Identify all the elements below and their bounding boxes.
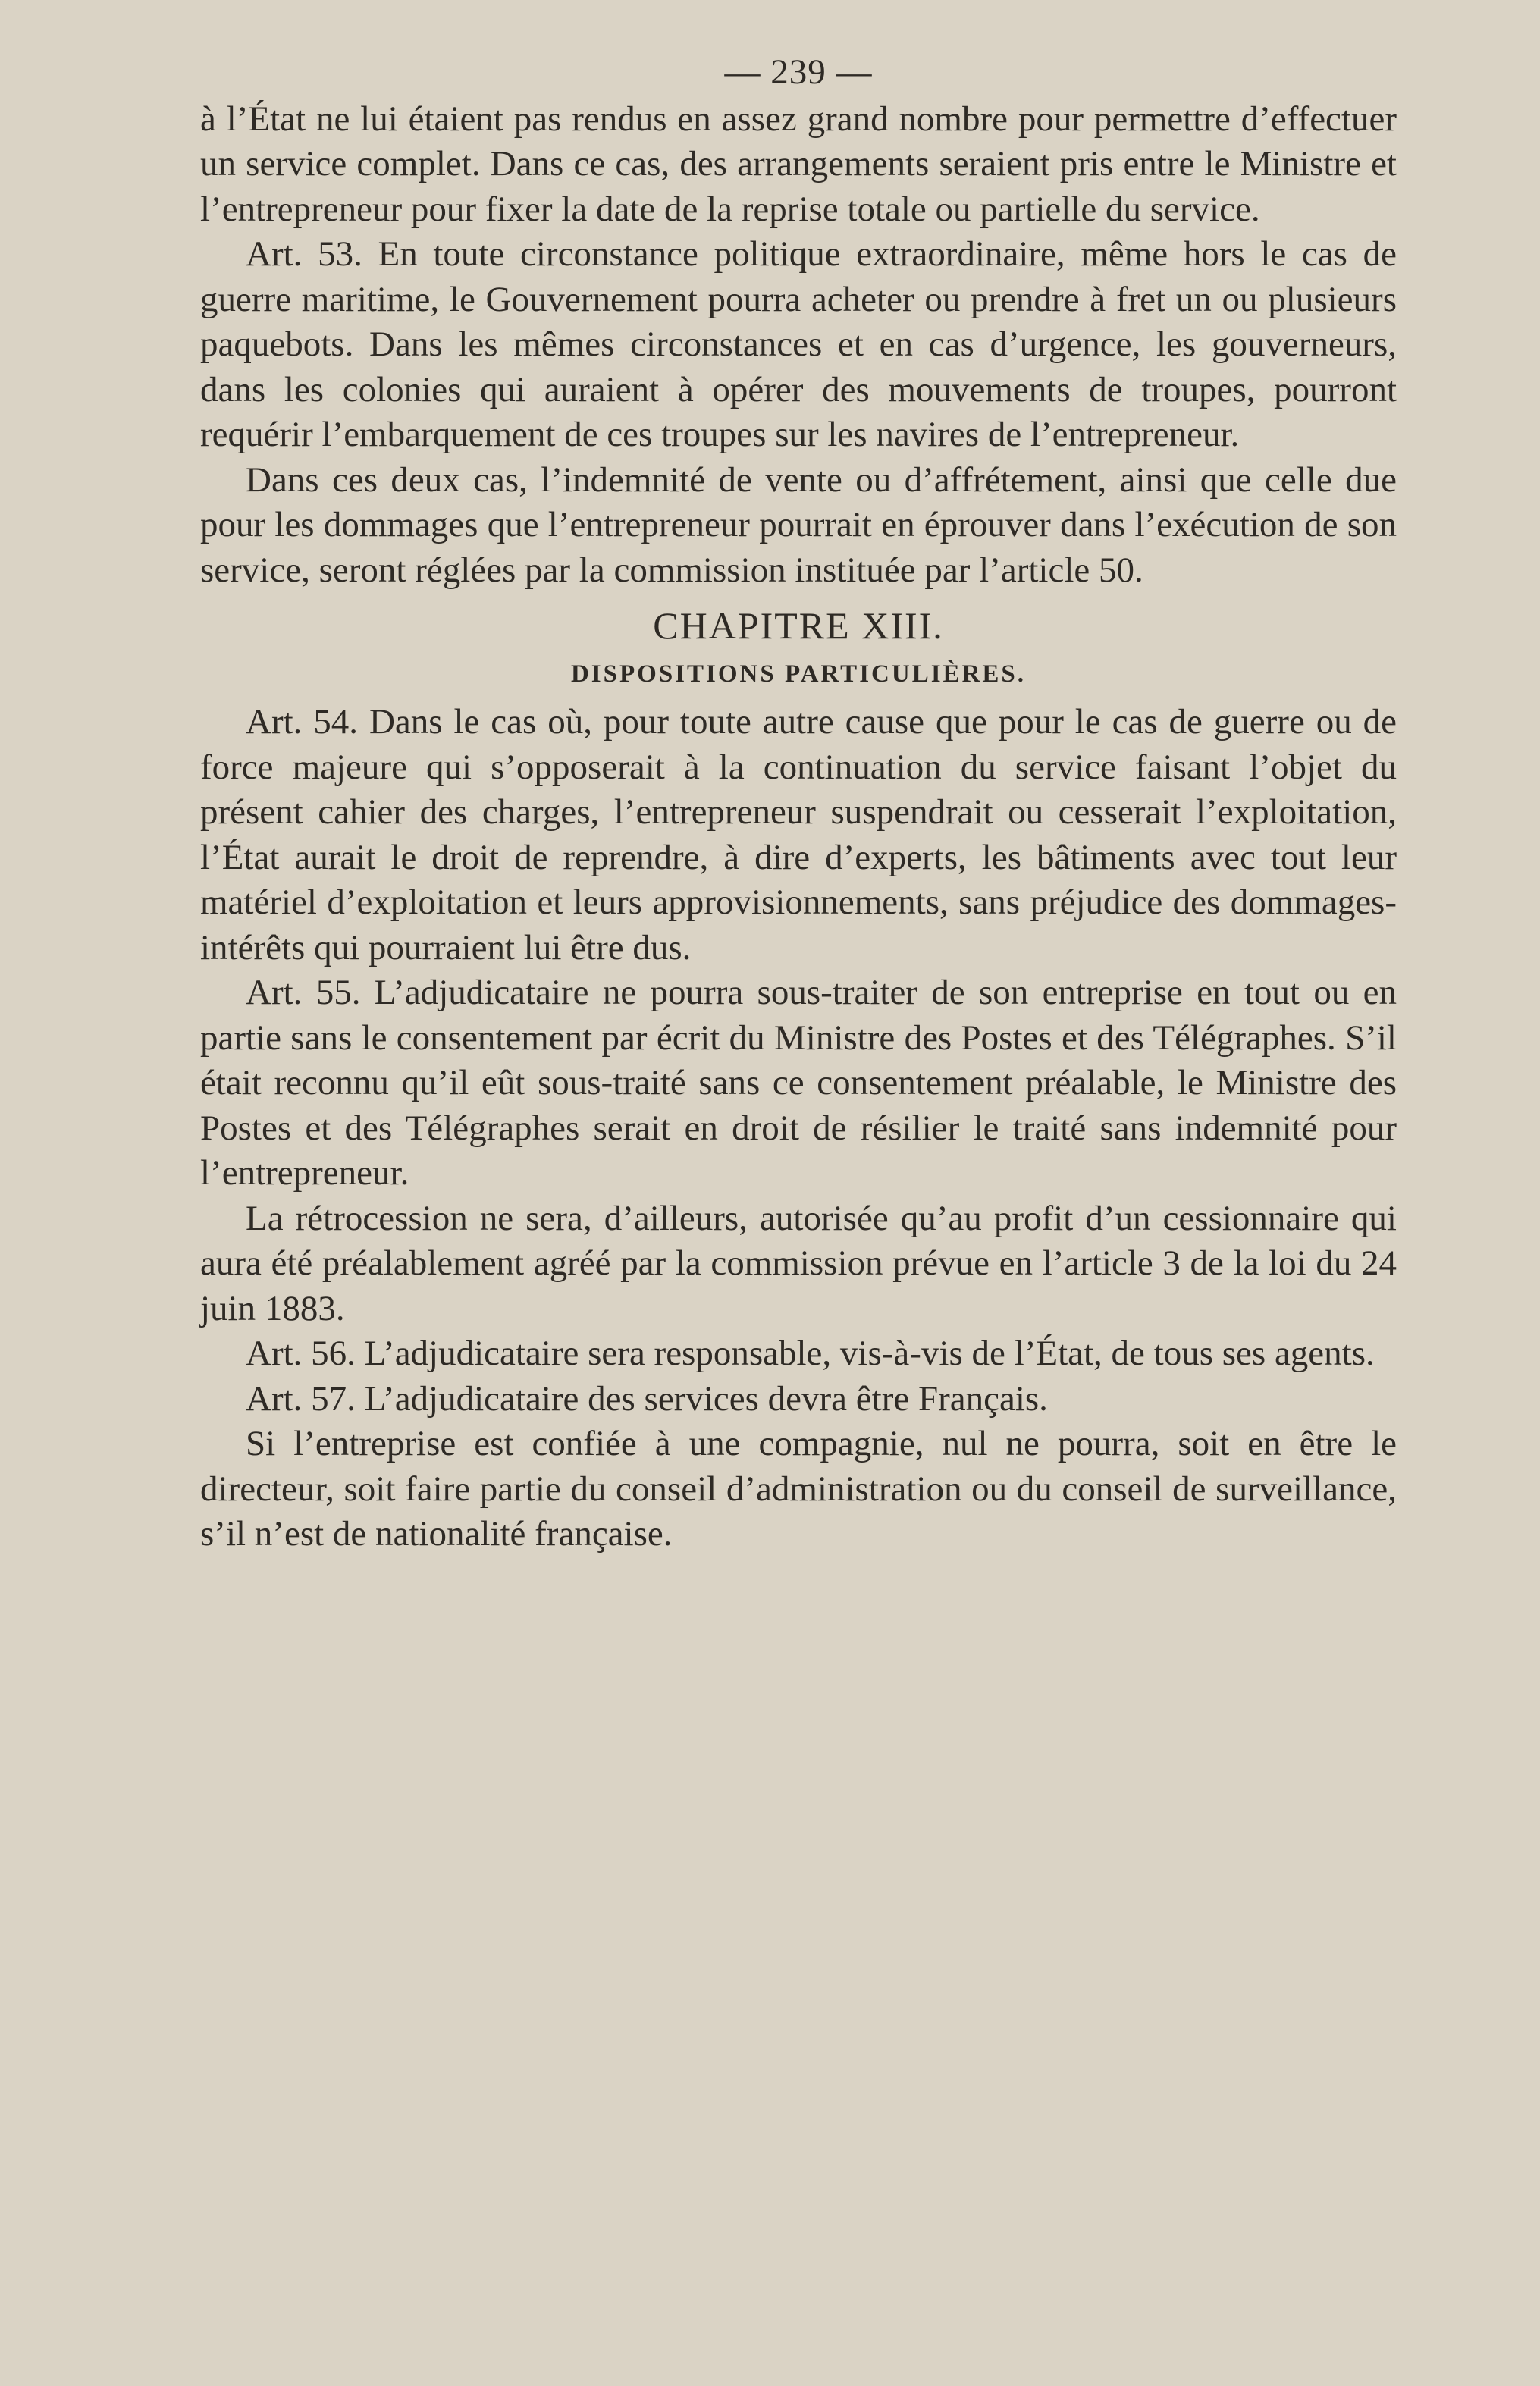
paragraph-art-57: Art. 57. L’adjudicataire des services devra être Français. bbox=[246, 1378, 1048, 1419]
paragraph-art-53: Art. 53. En toute circonstance politique extraordinaire, même hors le cas de guerre maritime, le Gouvernement pourra acheter ou prendre à fret un ou plusieurs paquebots. Dans les mêmes circonstances et en cas d’urgence, les gouverneurs, dans les colonies qui auraient à opérer des mouvements de troupes, pourront requérir l’embarquement de ces troupes sur les navires de l’entrepreneur. bbox=[200, 234, 1397, 454]
paragraph-art-55: Art. 55. L’adjudicataire ne pourra sous-traiter de son entreprise en tout ou en partie sans le consentement par écrit du Ministre des Postes et des Télégraphes. S’il était reconnu qu’il eût sous-traité sans ce consentement préalable, le Ministre des Postes et des Télégraphes serait en droit de résilier le traité sans indemnité pour l’entrepreneur. bbox=[200, 973, 1397, 1193]
chapter-subtitle: DISPOSITIONS PARTICULIÈRES. bbox=[570, 660, 1027, 688]
paragraph-company: Si l’entreprise est confiée à une compagnie, nul ne pourra, soit en être le directeur, soit faire partie du conseil d’administration ou du conseil de surveillance, s’il n’est de nationalité française. bbox=[200, 1424, 1397, 1554]
paragraph-art-56: Art. 56. L’adjudicataire sera responsable, vis-à-vis de l’État, de tous ses agents. bbox=[246, 1334, 1375, 1373]
paragraph-retrocession: La rétrocession ne sera, d’ailleurs, autorisée qu’au profit d’un cessionnaire qui aura été préalablement agréé par la commission prévue en l’article 3 de la loi du 24 juin 1883. bbox=[200, 1198, 1397, 1328]
chapter-title: CHAPITRE XIII. bbox=[653, 604, 944, 647]
page-number: — 239 — bbox=[724, 52, 873, 92]
paragraph-continuation: à l’État ne lui étaient pas rendus en assez grand nombre pour permettre d’effectuer un service complet. Dans ce cas, des arrangements seraient pris entre le Ministre et l’entrepreneur pour fixer la date de la reprise totale ou partielle du service. bbox=[200, 99, 1397, 229]
text-body bbox=[200, 50, 1397, 1557]
paragraph-art-54: Art. 54. Dans le cas où, pour toute autre cause que pour le cas de guerre ou de force majeure qui s’opposerait à la continuation du service faisant l’objet du présent cahier des charges, l’entrepreneur suspendrait ou cesserait l’exploitation, l’État aurait le droit de reprendre, à dire d’experts, les bâtiments avec tout leur matériel d’exploitation et leurs approvisionnements, sans préjudice des dommages-intérêts qui pourraient lui être dus. bbox=[200, 702, 1397, 967]
paragraph-indemnity: Dans ces deux cas, l’indemnité de vente ou d’affrétement, ainsi que celle due pour les dommages que l’entrepreneur pourrait en éprouver dans l’exécution de son service, seront réglées par la commission instituée par l’article 50. bbox=[200, 459, 1397, 590]
